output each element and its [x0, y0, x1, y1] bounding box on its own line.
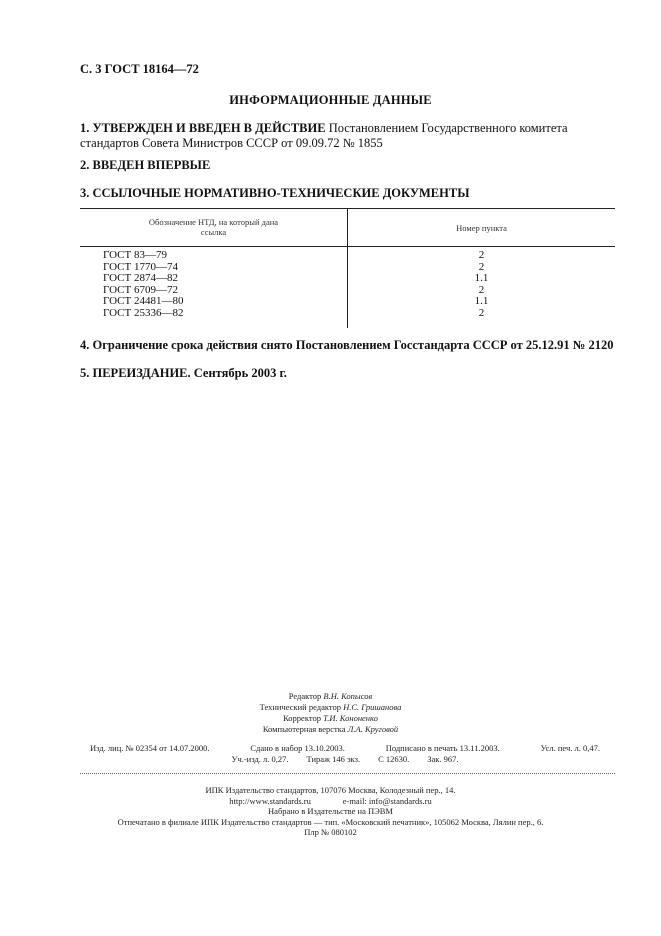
publisher-website: http://www.standards.ru [229, 795, 311, 806]
page-header: С. 3 ГОСТ 18164—72 [80, 62, 199, 76]
credit-corrector: Корректор Т.И. Кононенко [283, 713, 378, 723]
publisher-address: ИПК Издательство стандартов, 107076 Москва, Колодезный пер., 14. [205, 785, 456, 795]
publisher-license: Плр № 080102 [304, 827, 357, 837]
imprint-order: Зак. 967. [427, 754, 459, 764]
credit-tech-editor: Технический редактор Н.С. Гришанова [259, 702, 402, 712]
item-text: Постановлением Государственного комитета стандартов Совета Министров СССР от 09.09.72 № 1855 [80, 121, 568, 150]
table-cell-clause: 2 [478, 283, 485, 296]
credit-layout: Компьютерная верстка Л.А. Круговой [262, 724, 399, 734]
reference-table [80, 208, 615, 328]
imprint-set: Сдано в набор 13.10.2003. [250, 743, 345, 753]
item-number: 3. [80, 186, 90, 200]
table-cell-doc: ГОСТ 24481—80 [103, 295, 184, 307]
table-cell-doc: ГОСТ 25336—82 [103, 306, 184, 319]
imprint-edition-sheets: Уч.-изд. л. 0,27. [231, 754, 289, 764]
credit-editor: Редактор В.Н. Копысов [288, 691, 373, 701]
imprint-run: Тираж 146 экз. [306, 754, 361, 764]
item-number: 2. [80, 158, 90, 172]
item-number: 1. [80, 121, 90, 135]
imprint-row [90, 754, 600, 765]
table-cell-clause: 2 [478, 260, 485, 273]
table-cell-doc: ГОСТ 2874—82 [103, 272, 178, 284]
table-cell-clause: 1.1 [474, 272, 489, 284]
item-number: 5. [80, 366, 90, 380]
imprint-sheets: Усл. печ. л. 0,47. [540, 743, 600, 753]
table-column-clauses [348, 250, 615, 319]
imprint-license: Изд. лиц. № 02354 от 14.07.2000. [90, 743, 210, 753]
publisher-printed: Отпечатано в филиале ИПК Издательство стандартов — тип. «Московский печатник», 105062 Москва, Лялин пер., 6. [117, 816, 544, 827]
publisher-email: e-mail: info@standards.ru [342, 795, 432, 806]
item-lead: УТВЕРЖДЕН И ВВЕДЕН В ДЕЙСТВИЕ [92, 121, 326, 135]
table-column-documents [103, 250, 183, 319]
publisher-block [0, 785, 661, 838]
table-cell-doc: ГОСТ 1770—74 [103, 260, 178, 273]
item-approved [80, 121, 620, 151]
item-lead: ПЕРЕИЗДАНИЕ. Сентябрь 2003 г. [92, 366, 287, 380]
credits-block [0, 691, 661, 735]
table-cell-doc: ГОСТ 6709—72 [103, 283, 178, 296]
item-lead: Ограничение срока действия снято Постановлением Госстандарта СССР от 25.12.91 № 2120 [92, 338, 614, 352]
imprint-block [90, 743, 600, 765]
table-header-document: Обозначение НТД, на который дана ссылка [148, 217, 279, 237]
item-expiry-lifted [80, 338, 620, 353]
item-lead: ВВЕДЕН ВПЕРВЫЕ [92, 158, 211, 172]
imprint-row [90, 743, 600, 754]
table-cell-clause: 1.1 [474, 295, 489, 307]
table-header-clause: Номер пункта [456, 223, 507, 233]
item-first-introduced [80, 158, 620, 173]
table-cell-clause: 2 [478, 306, 485, 319]
table-cell-clause: 2 [478, 249, 485, 261]
imprint-signed: Подписано в печать 13.11.2003. [385, 743, 500, 753]
item-reference-docs [80, 186, 620, 201]
section-title: ИНФОРМАЦИОННЫЕ ДАННЫЕ [229, 93, 432, 107]
divider [80, 773, 615, 774]
publisher-typeset: Набрано в Издательстве на ПЭВМ [268, 806, 393, 816]
item-number: 4. [80, 338, 90, 352]
item-reissue [80, 366, 620, 381]
table-cell-doc: ГОСТ 83—79 [103, 249, 167, 261]
imprint-order-c: С 12630. [378, 754, 410, 764]
publisher-contacts [0, 796, 661, 807]
item-lead: ССЫЛОЧНЫЕ НОРМАТИВНО-ТЕХНИЧЕСКИЕ ДОКУМЕНТЫ [92, 186, 470, 200]
